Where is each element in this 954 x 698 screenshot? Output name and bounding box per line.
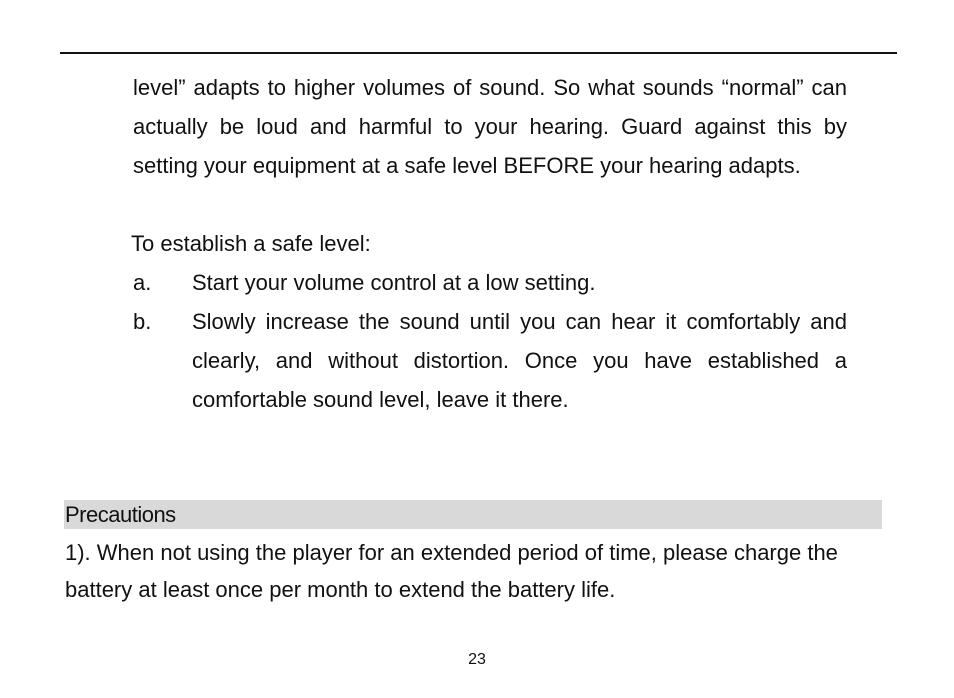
list-item	[133, 302, 847, 419]
precautions-item-1: 1). When not using the player for an extended period of time, please charge the battery at least once per month to extend the battery life.	[65, 540, 838, 602]
header-rule	[60, 52, 897, 54]
list-marker: a.	[133, 270, 152, 295]
safe-level-intro: To establish a safe level:	[131, 231, 371, 256]
page-number: 23	[468, 651, 486, 668]
precautions-heading-bar	[64, 500, 882, 529]
list-marker: b.	[133, 309, 152, 334]
precautions-heading: Precautions	[65, 502, 176, 527]
hearing-paragraph: level” adapts to higher volumes of sound. So what sounds “normal” can actually be loud and harmful to your hearing. Guard against this by setting your equipment at a safe level BEFORE your hearing adapts.	[133, 75, 847, 178]
list-item-text: Slowly increase the sound until you can hear it comfortably and clearly, and without distortion. Once you have established a comfortable sound level, leave it there.	[192, 309, 847, 412]
list-item-text: Start your volume control at a low setting.	[192, 270, 596, 295]
list-item	[133, 263, 847, 302]
